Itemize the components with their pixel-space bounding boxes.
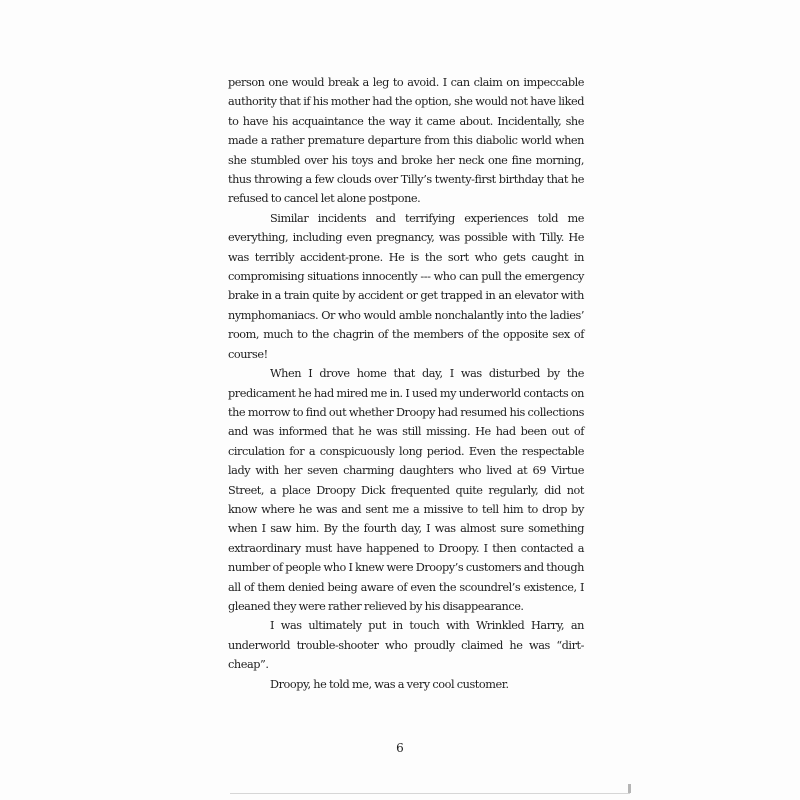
scan-corner-mark — [628, 784, 631, 793]
body-text — [228, 73, 584, 694]
scan-edge-line — [230, 793, 630, 794]
paragraph-5: Droopy, he told me, was a very cool customer. — [270, 677, 509, 691]
paragraph-2: Similar incidents and terrifying experiences told me everything, including even pregnancy, was possible with Tilly. He was terribly accident-prone. He is the sort who gets caught in compromising situations innocently --- who can pull the emergency brake in a train quite by accident or get trapped in an elevator with nymphomaniacs. Or who would amble nonchalantly into the ladies’ room, much to the chagrin of the members of the opposite sex of course! — [228, 211, 584, 361]
paragraph-3: When I drove home that day, I was disturbed by the predicament he had mired me in. I used my underworld contacts on the morrow to find out whether Droopy had resumed his collections and was informed that he was still missing. He had been out of circulation for a conspicuously long period. Even the respectable lady with her seven charming daughters who lived at 69 Virtue Street, a place Droopy Dick frequented quite regularly, did not know where he was and sent me a missive to tell him to drop by when I saw him. By the fourth day, I was almost sure something extraordinary must have happened to Droopy. I then contacted a number of people who I knew were Droopy’s customers and though all of them denied being aware of even the scoundrel’s existence, I gleaned they were rather relieved by his disappearance. — [228, 367, 584, 613]
paragraph-4: I was ultimately put in touch with Wrinkled Harry, an underworld trouble-shooter who proudly claimed he was “dirt- cheap”. — [228, 619, 584, 672]
page-number: 6 — [396, 741, 404, 755]
paragraph-1: person one would break a leg to avoid. I can claim on impeccable authority that if his mother had the option, she would not have liked to have his acquaintance the way it came about. Incidentally, she made a rather premature departure from this diabolic world when she stumbled over his toys and broke her neck one fine morning, thus throwing a few clouds over Tilly’s twenty-first birthday that he refused to cancel let alone postpone. — [228, 76, 584, 206]
